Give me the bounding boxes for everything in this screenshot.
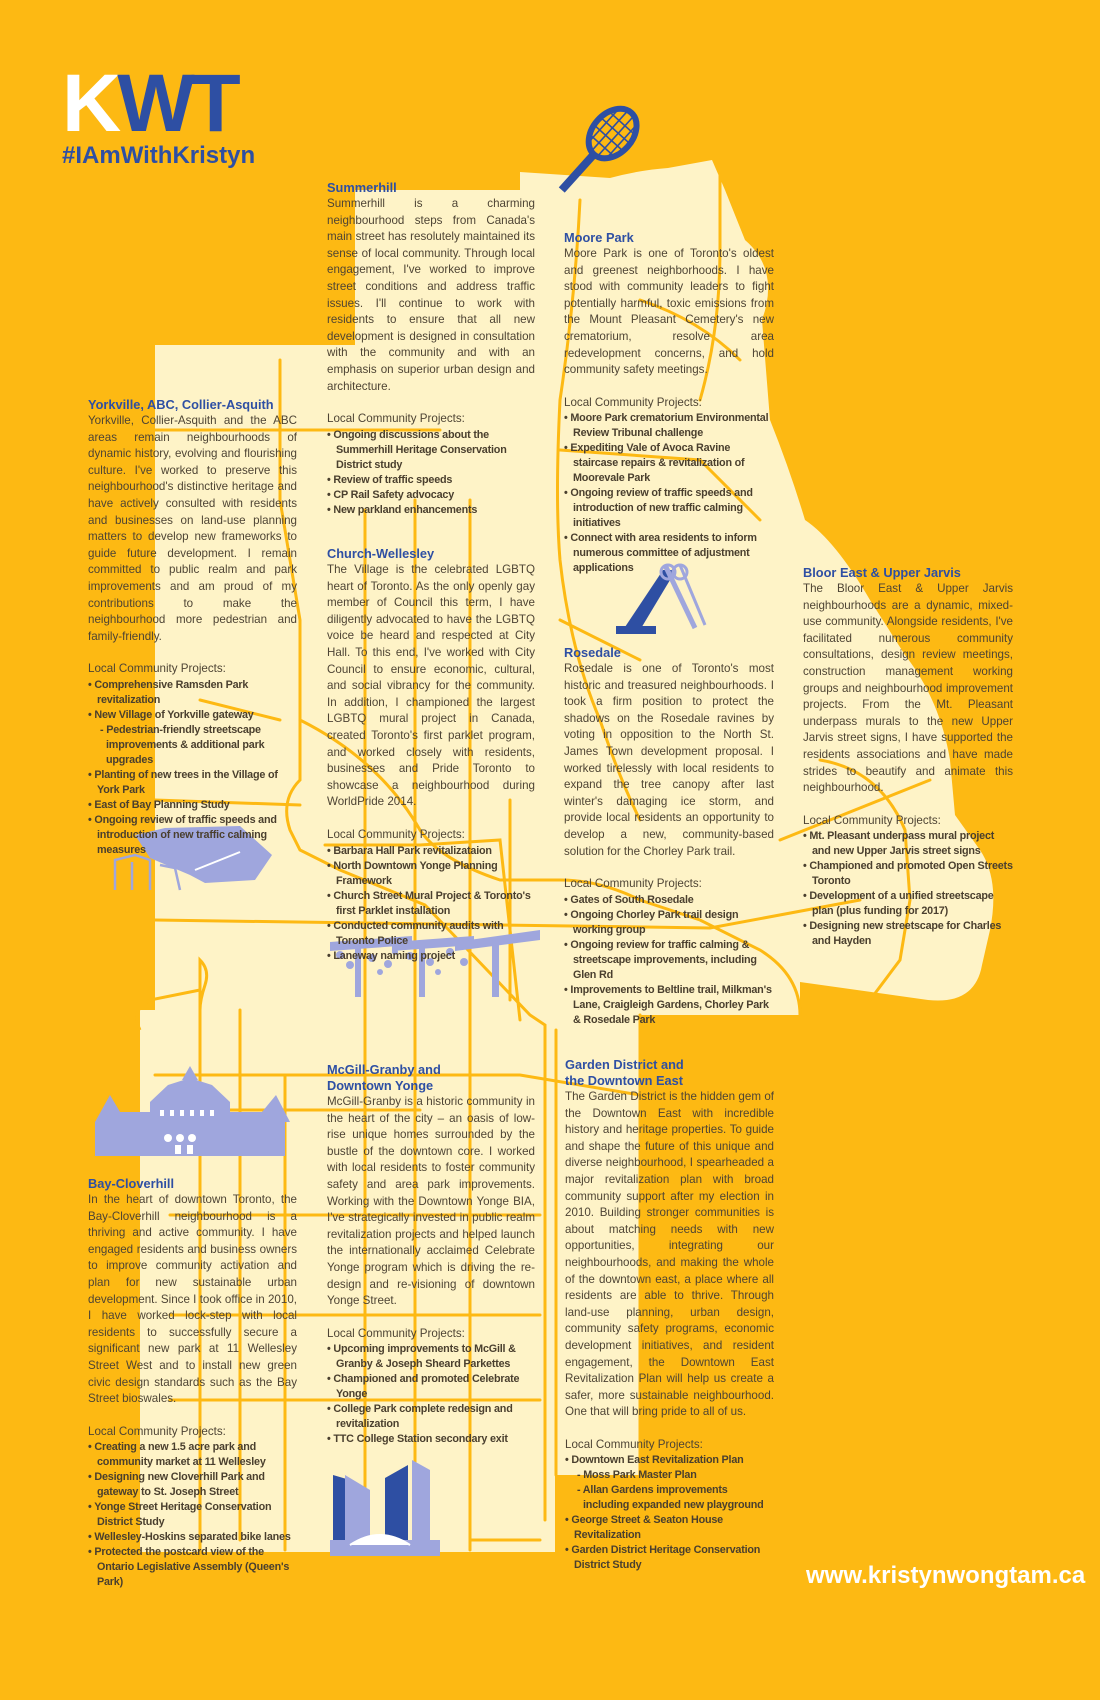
list-item: • Garden District Heritage Conservation District Study [565, 1543, 774, 1573]
list-item: • Designing new streetscape for Charles and Hayden [803, 919, 1013, 949]
list-item: • New parkland enhancements [327, 503, 535, 518]
list-item: • Ongoing review of traffic speeds and introduction of new traffic calming initiatives [564, 486, 774, 531]
projects-heading: Local Community Projects: [88, 1424, 226, 1438]
list-item: • Church Street Mural Project & Toronto's first Parklet installation [327, 889, 535, 919]
section-moore-park [564, 230, 774, 576]
list-item: • East of Bay Planning Study [88, 798, 297, 813]
section-yorkville [88, 397, 297, 858]
list-item: • Connect with area residents to inform numerous committee of adjustment applications [564, 531, 774, 576]
projects-list [327, 428, 535, 518]
projects-list [327, 1342, 535, 1447]
section-title: McGill-Granby and Downtown Yonge [327, 1062, 441, 1093]
section-bloor-east [803, 565, 1013, 949]
projects-heading: Local Community Projects: [564, 395, 702, 409]
section-title: Summerhill [327, 180, 397, 195]
projects-list [88, 1440, 297, 1590]
list-item: • George Street & Seaton House Revitalization [565, 1513, 774, 1543]
list-item: • Gates of South Rosedale [564, 893, 774, 908]
logo-letter-k: K [62, 58, 118, 149]
section-body: The Bloor East & Upper Jarvis neighbourhoods are a dynamic, mixed-use community. Alongside residents, I've facilitated numerous community consultations, design review meetings, construction management working groups and neighbourhood improvement projects. From the Mt. Pleasant underpass murals to the new Upper Jarvis street signs, I have supported the residents associations and have made strides to beautify and animate this neighbourhood. [803, 582, 1013, 795]
projects-heading: Local Community Projects: [564, 877, 702, 891]
section-title: Moore Park [564, 230, 634, 245]
projects-heading: Local Community Projects: [565, 1437, 703, 1451]
section-title: Bloor East & Upper Jarvis [803, 565, 961, 580]
projects-list [327, 844, 535, 964]
list-item: • CP Rail Safety advocacy [327, 488, 535, 503]
list-item: • College Park complete redesign and revitalization [327, 1402, 535, 1432]
section-body: Rosedale is one of Toronto's most historic and treasured neighbourhoods. I took a firm position to protect the shadows on the Rosedale ravines by voting in opposition to the North St. James Town development proposal. I worked tirelessly with local residents to expand the tree canopy after last winter's damaging ice storm, and provide local residents an opportunity to develop a new, community-based solution for the Chorley Park trail. [564, 662, 774, 858]
section-title: Rosedale [564, 645, 621, 660]
list-item: • Mt. Pleasant underpass mural project and new Upper Jarvis street signs [803, 829, 1013, 859]
section-garden-district [565, 1057, 774, 1573]
list-subitem: - Pedestrian-friendly streetscape improvements & additional park upgrades [88, 723, 297, 768]
section-body: Summerhill is a charming neighbourhood steps from Canada's main street has resolutely maintained its sense of local community. Through local engagement, I've worked to improve street conditions and address traffic issues. I'll continue to work with residents to ensure that all new development is designed in consultation with the community and with an emphasis on superior urban design and architecture. [327, 197, 535, 393]
list-item: • Ongoing discussions about the Summerhill Heritage Conservation District study [327, 428, 535, 473]
list-item: • TTC College Station secondary exit [327, 1432, 535, 1447]
projects-heading: Local Community Projects: [803, 813, 941, 827]
projects-list [564, 411, 774, 576]
list-item: • Championed and promoted Celebrate Yonge [327, 1372, 535, 1402]
list-item: • Protected the postcard view of the Ontario Legislative Assembly (Queen's Park) [88, 1545, 297, 1590]
list-item: • Development of a unified streetscape plan (plus funding for 2017) [803, 889, 1013, 919]
list-subitem: - Moss Park Master Plan [565, 1468, 774, 1483]
section-body: The Village is the celebrated LGBTQ heart of Toronto. As the only openly gay member of Council this term, I have diligently advocated to have the LGBTQ voice be heard and respected at City Hall. To this end, I've worked with City Council to ensure economic, cultural, and social vibrancy for the community. In addition, I championed the largest LGBTQ mural project in Canada, created Toronto's first parklet program, and worked closely with residents, businesses and Pride Toronto to showcase a neighbourhood during WorldPride 2014. [327, 563, 535, 809]
section-title: Garden District and the Downtown East [565, 1057, 684, 1088]
list-item: • Laneway naming project [327, 949, 535, 964]
projects-heading: Local Community Projects: [327, 412, 465, 426]
list-item: • Wellesley-Hoskins separated bike lanes [88, 1530, 297, 1545]
section-body: The Garden District is the hidden gem of the Downtown East with incredible history and heritage properties. To guide and shape the future of this unique and diverse neighbourhood, I spearheaded a major revitalization plan with broad community support after my election in 2010. Building stronger communities is about matching needs with new opportunities, integrating our neighbourhoods, and making the whole of the downtown east, a place where all residents are able to thrive. Through land-use planning, urban design, community safety programs, economic development initiatives, and resident engagement, the Downtown East Revitalization Plan will help us create a safer, more sustainable neighbourhood. One that will bring pride to all of us. [565, 1090, 774, 1419]
section-church-wellesley [327, 546, 535, 964]
section-mcgill-granby [327, 1062, 535, 1447]
list-item: • Ongoing Chorley Park trail design working group [564, 908, 774, 938]
list-item: • Review of traffic speeds [327, 473, 535, 488]
list-item: • Expediting Vale of Avoca Ravine staircase repairs & revitalization of Moorevale Park [564, 441, 774, 486]
logo-letters-wt: WT [117, 58, 237, 149]
list-item: • Designing new Cloverhill Park and gateway to St. Joseph Street [88, 1470, 297, 1500]
list-item: • Planting of new trees in the Village of York Park [88, 768, 297, 798]
section-title: Yorkville, ABC, Collier-Asquith [88, 397, 274, 412]
projects-list [803, 829, 1013, 949]
list-item: • Barbara Hall Park revitalizataion [327, 844, 535, 859]
section-bay-cloverhill [88, 1176, 297, 1590]
list-item: • New Village of Yorkville gateway [88, 708, 297, 723]
projects-list [88, 678, 297, 858]
section-body: Yorkville, Collier-Asquith and the ABC areas remain neighbourhoods of dynamic history, evolving and flourishing culture. I've worked to preserve this neighbourhood's distinctive heritage and have actively consulted with residents and businesses on land-use planning matters to develop new frameworks to guide future development. I remain committed to public realm and park improvements and am proud of my contributions to make the neighbourhood more pedestrian and family-friendly. [88, 414, 297, 643]
logo-wordmark [62, 58, 255, 149]
website-link[interactable]: www.kristynwongtam.ca [806, 1562, 1086, 1589]
section-body: In the heart of downtown Toronto, the Bay-Cloverhill neighbourhood is a thriving and active community. I have engaged residents and business owners to improve community activation and plan for new sustainable urban development. Since I took office in 2010, I have worked lock-step with local residents to successfully secure a significant new park at 11 Wellesley Street West and to install new green civic design standards such as the Bay Street bioswales. [88, 1193, 297, 1406]
list-item: • Conducted community audits with Toronto Police [327, 919, 535, 949]
kwt-logo [62, 58, 256, 170]
list-subitem: - Allan Gardens improvements including expanded new playground [565, 1483, 774, 1513]
projects-list [564, 893, 774, 1028]
list-item: • Ongoing review for traffic calming & streetscape improvements, including Glen Rd [564, 938, 774, 983]
list-item: • Moore Park crematorium Environmental Review Tribunal challenge [564, 411, 774, 441]
section-body: Moore Park is one of Toronto's oldest and greenest neighborhoods. I have stood with community leaders to fight potentially harmful, toxic emissions from the Mount Pleasant Cemetery's new crematorium, resolve area redevelopment concerns, and hold community safety meetings. [564, 247, 774, 377]
list-item: • Yonge Street Heritage Conservation District Study [88, 1500, 297, 1530]
section-title: Bay-Cloverhill [88, 1176, 175, 1191]
projects-heading: Local Community Projects: [88, 662, 226, 676]
list-item: • Championed and promoted Open Streets Toronto [803, 859, 1013, 889]
campaign-hashtag: #IAmWithKristyn [62, 142, 256, 169]
projects-heading: Local Community Projects: [327, 827, 465, 841]
projects-list [565, 1453, 774, 1573]
list-item: • Creating a new 1.5 acre park and community market at 11 Wellesley [88, 1440, 297, 1470]
list-item: • Comprehensive Ramsden Park revitalization [88, 678, 297, 708]
projects-heading: Local Community Projects: [327, 1326, 465, 1340]
section-summerhill [327, 180, 535, 518]
list-item: • Improvements to Beltline trail, Milkman's Lane, Craigleigh Gardens, Chorley Park & Rosedale Park [564, 983, 774, 1028]
section-title: Church-Wellesley [327, 546, 435, 561]
section-rosedale [564, 645, 774, 1028]
section-body: McGill-Granby is a historic community in the heart of the city – an oasis of low-rise unique homes surrounded by the bustle of the downtown core. I worked with local residents to foster community safety and area park improvements. Working with the Downtown Yonge BIA, I've strategically invested in public realm revitalization projects and helped launch the internationally acclaimed Celebrate Yonge program which is driving the re-design and re-visioning of downtown Yonge Street. [327, 1095, 535, 1308]
list-item: • Ongoing review of traffic speeds and introduction of new traffic calming measures [88, 813, 297, 858]
list-item: • North Downtown Yonge Planning Framework [327, 859, 535, 889]
list-item: • Upcoming improvements to McGill & Granby & Joseph Sheard Parkettes [327, 1342, 535, 1372]
list-item: • Downtown East Revitalization Plan [565, 1453, 774, 1468]
